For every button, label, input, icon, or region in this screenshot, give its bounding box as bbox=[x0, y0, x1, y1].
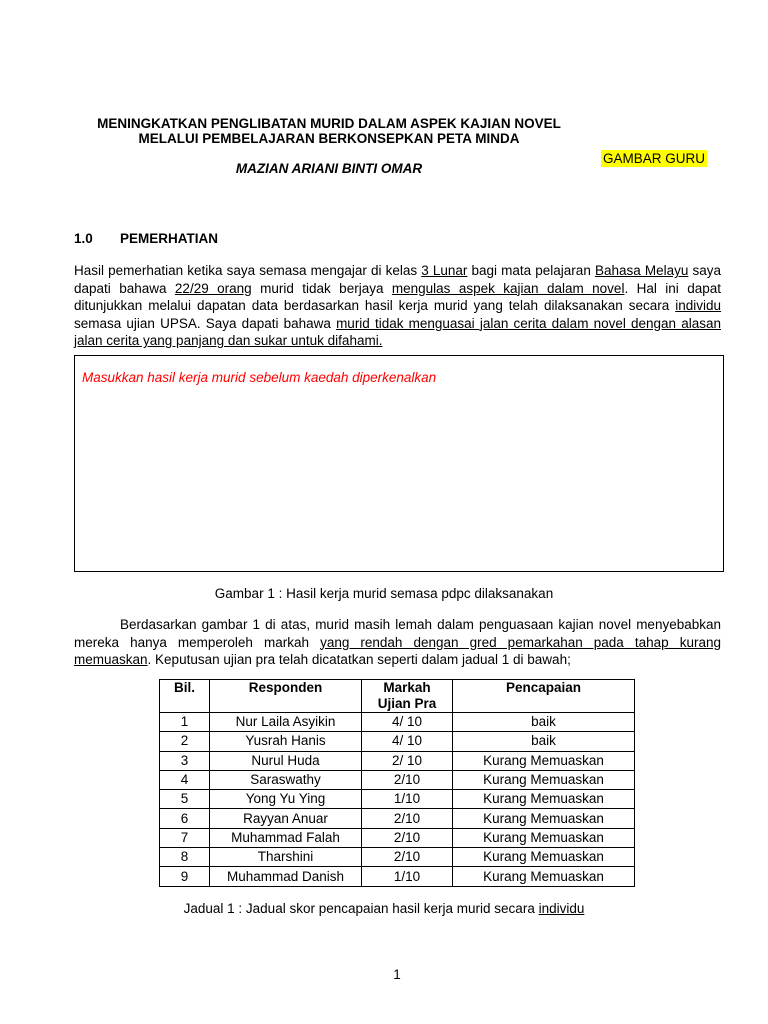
p1-underline-finding: murid tidak menguasai jalan cerita dalam novel dengan alasan jalan cerita yang panjang dan sukar untuk difahami. bbox=[74, 315, 721, 348]
document-title-line2: MELALUI PEMBELAJARAN BERKONSEPKAN PETA MINDA bbox=[138, 131, 520, 146]
table-row bbox=[160, 867, 635, 886]
p2-underline-grade: yang rendah dengan gred pemarkahan pada tahap kurang memuaskan bbox=[74, 634, 721, 667]
header-markah bbox=[362, 680, 453, 713]
cell-responden: Yong Yu Ying bbox=[210, 790, 362, 809]
cell-bil: 6 bbox=[160, 809, 210, 828]
cell-bil: 9 bbox=[160, 867, 210, 886]
table-row bbox=[160, 790, 635, 809]
section-number: 1.0 bbox=[74, 231, 93, 246]
header-pencapaian: Pencapaian bbox=[453, 680, 635, 713]
table-caption bbox=[0, 901, 768, 916]
cell-bil: 1 bbox=[160, 713, 210, 732]
cell-markah: 2/10 bbox=[362, 828, 453, 847]
p1-text: murid tidak berjaya bbox=[251, 280, 392, 296]
teacher-photo-placeholder: GAMBAR GURU bbox=[603, 151, 706, 166]
cell-bil: 5 bbox=[160, 790, 210, 809]
cell-pencapaian: Kurang Memuaskan bbox=[453, 770, 635, 789]
cell-pencapaian: Kurang Memuaskan bbox=[453, 867, 635, 886]
document-title-line1: MENINGKATKAN PENGLIBATAN MURID DALAM ASPEK KAJIAN NOVEL bbox=[97, 116, 561, 131]
cell-responden: Yusrah Hanis bbox=[210, 732, 362, 751]
cell-bil: 7 bbox=[160, 828, 210, 847]
cell-responden: Muhammad Falah bbox=[210, 828, 362, 847]
table-row bbox=[160, 713, 635, 732]
cell-responden: Nurul Huda bbox=[210, 751, 362, 770]
section-title: PEMERHATIAN bbox=[120, 231, 219, 246]
table-row bbox=[160, 751, 635, 770]
cell-pencapaian: Kurang Memuaskan bbox=[453, 790, 635, 809]
table-caption-text: Jadual 1 : Jadual skor pencapaian hasil kerja murid secara bbox=[183, 901, 539, 916]
p2-text: Berdasarkan gambar 1 di atas, murid masih lemah dalam penguasaan kajian novel menyebabkan mereka hanya memperoleh markah bbox=[74, 617, 721, 650]
table-row bbox=[160, 809, 635, 828]
p1-underline-individu: individu bbox=[675, 298, 721, 313]
cell-bil: 2 bbox=[160, 732, 210, 751]
p1-underline-count: 22/29 orang bbox=[174, 280, 252, 296]
table-row bbox=[160, 848, 635, 867]
cell-responden: Rayyan Anuar bbox=[210, 809, 362, 828]
cell-markah: 1/10 bbox=[362, 867, 453, 886]
paragraph-observation bbox=[74, 262, 721, 350]
cell-bil: 8 bbox=[160, 848, 210, 867]
student-work-placeholder: Masukkan hasil kerja murid sebelum kaedah diperkenalkan bbox=[82, 370, 437, 385]
section-heading bbox=[74, 231, 218, 246]
p1-underline-class: 3 Lunar bbox=[421, 263, 468, 278]
cell-responden: Saraswathy bbox=[210, 770, 362, 789]
cell-responden: Muhammad Danish bbox=[210, 867, 362, 886]
cell-bil: 3 bbox=[160, 751, 210, 770]
cell-markah: 4/ 10 bbox=[362, 713, 453, 732]
cell-responden: Nur Laila Asyikin bbox=[210, 713, 362, 732]
header-responden: Responden bbox=[210, 680, 362, 713]
score-table bbox=[159, 679, 635, 887]
table-row bbox=[160, 732, 635, 751]
student-work-box bbox=[74, 355, 724, 572]
p1-text: Hasil pemerhatian ketika saya semasa mengajar di kelas bbox=[74, 263, 422, 278]
cell-markah: 2/10 bbox=[362, 848, 453, 867]
cell-pencapaian: baik bbox=[453, 713, 635, 732]
cell-markah: 2/10 bbox=[362, 809, 453, 828]
p1-underline-subject: Bahasa Melayu bbox=[594, 263, 689, 278]
cell-pencapaian: Kurang Memuaskan bbox=[453, 848, 635, 867]
p1-text: semasa ujian UPSA. Saya dapati bahawa bbox=[74, 315, 337, 331]
cell-markah: 1/10 bbox=[362, 790, 453, 809]
page-number: 1 bbox=[393, 967, 401, 982]
cell-bil: 4 bbox=[160, 770, 210, 789]
cell-markah: 2/10 bbox=[362, 770, 453, 789]
p1-text: bagi mata pelajaran bbox=[467, 263, 595, 278]
header-markah-line2: Ujian Pra bbox=[377, 696, 437, 711]
cell-pencapaian: Kurang Memuaskan bbox=[453, 828, 635, 847]
cell-pencapaian: Kurang Memuaskan bbox=[453, 809, 635, 828]
cell-markah: 2/ 10 bbox=[362, 751, 453, 770]
table-row bbox=[160, 828, 635, 847]
cell-pencapaian: baik bbox=[453, 732, 635, 751]
paragraph-analysis bbox=[74, 616, 721, 669]
figure-caption: Gambar 1 : Hasil kerja murid semasa pdpc dilaksanakan bbox=[214, 586, 554, 601]
p1-text: saya dapati bahawa bbox=[74, 263, 721, 296]
cell-pencapaian: Kurang Memuaskan bbox=[453, 751, 635, 770]
p2-text: . Keputusan ujian pra telah dicatatkan seperti dalam jadual 1 di bawah; bbox=[147, 652, 571, 667]
table-header-row bbox=[160, 680, 635, 713]
table-caption-underlined: individu bbox=[538, 901, 585, 916]
p1-underline-aspect: mengulas aspek kajian dalam novel bbox=[391, 280, 625, 296]
author-name: MAZIAN ARIANI BINTI OMAR bbox=[235, 161, 423, 176]
table-row bbox=[160, 770, 635, 789]
header-bil: Bil. bbox=[160, 680, 210, 713]
cell-responden: Tharshini bbox=[210, 848, 362, 867]
header-markah-line1: Markah bbox=[383, 680, 431, 695]
cell-markah: 4/ 10 bbox=[362, 732, 453, 751]
p1-text: . Hal ini dapat ditunjukkan melalui dapatan data berdasarkan hasil kerja murid yang telah dilaksanakan secara bbox=[74, 280, 722, 313]
